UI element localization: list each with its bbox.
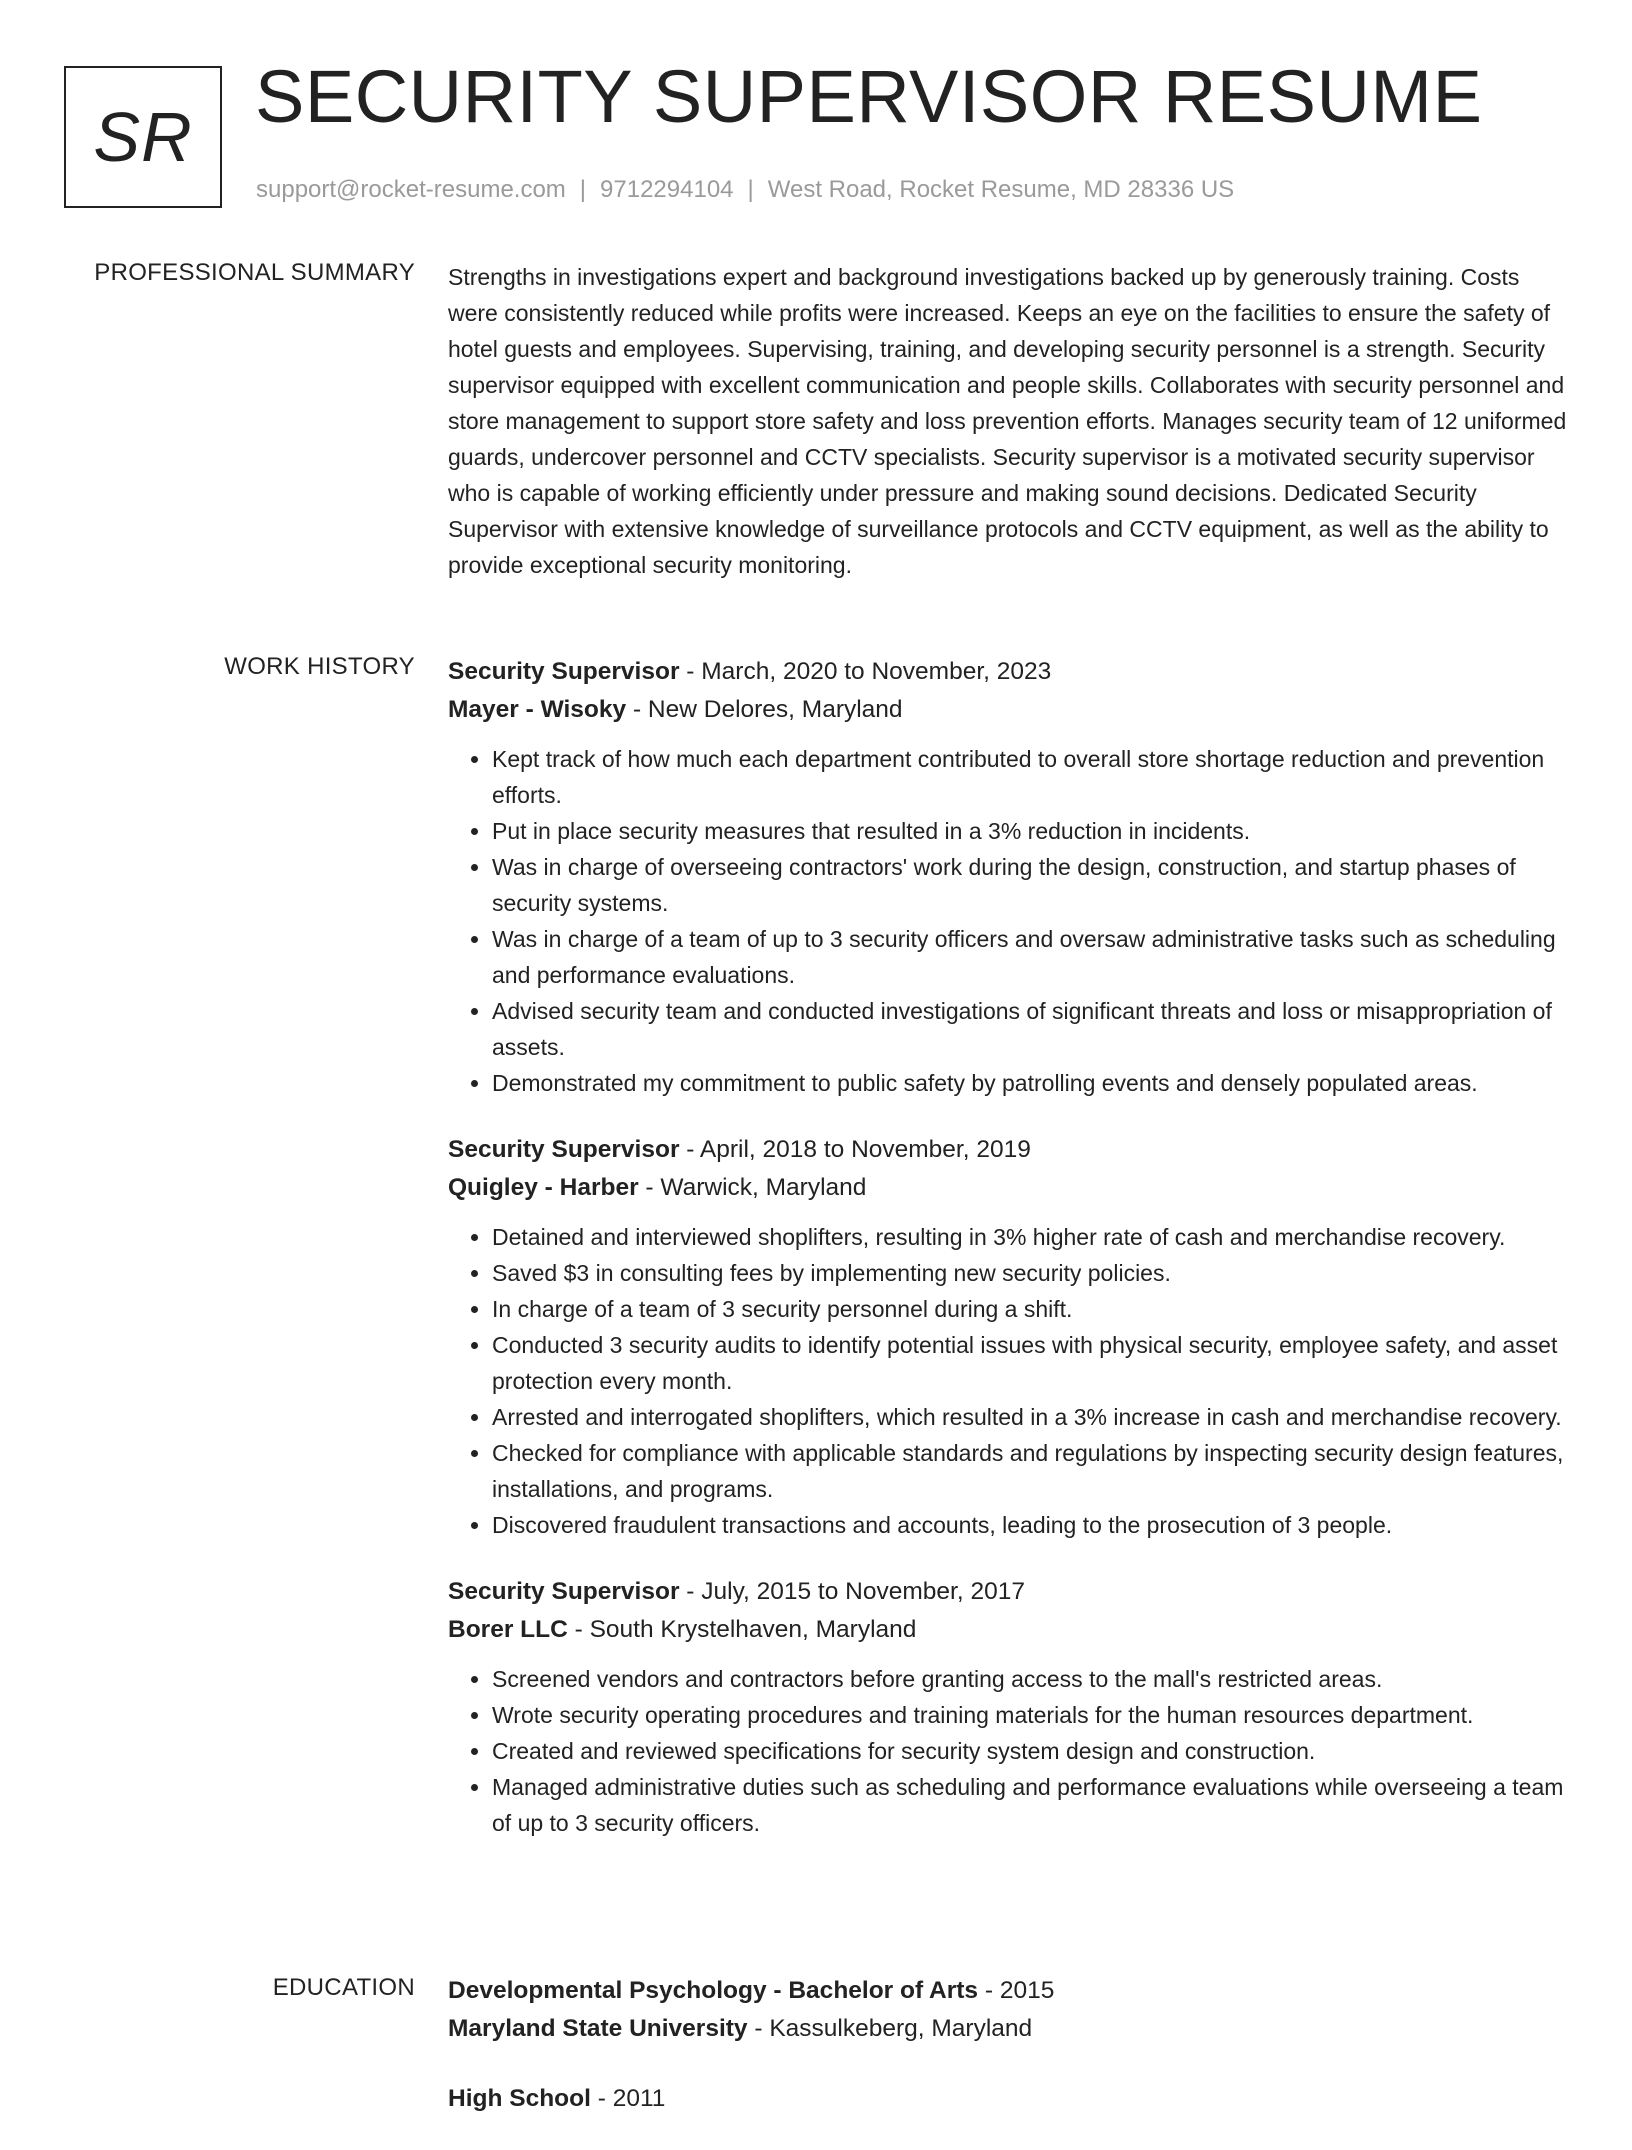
job-bullet: • Arrested and interrogated shoplifters, which resulted in a 3% increase in cash and merchandise recovery. [492,1399,1568,1435]
job-bullet: • Managed administrative duties such as scheduling and performance evaluations while overseeing a team of up to 3 security officers. [492,1769,1568,1841]
job-bullet: • Checked for compliance with applicable standards and regulations by inspecting security design features, installations, and programs. [492,1435,1568,1507]
job-bullet: • Kept track of how much each department contributed to overall store shortage reduction and prevention efforts. [492,741,1568,813]
job-bullet: • Saved $3 in consulting fees by implementing new security policies. [492,1255,1568,1291]
section-label-summary: PROFESSIONAL SUMMARY [94,259,415,286]
job-bullet: • Demonstrated my commitment to public safety by patrolling events and densely populated areas. [492,1065,1568,1101]
section-label-work: WORK HISTORY [224,653,415,680]
contact-address: West Road, Rocket Resume, MD 28336 US [767,176,1235,203]
contact-phone: 9712294104 [600,176,734,203]
job-bullet: • Advised security team and conducted investigations of significant threats and loss or misappropriation of assets. [492,993,1568,1065]
education-entry [448,1972,1568,2048]
summary-text: Strengths in investigations expert and background investigations backed up by generously training. Costs were consistently reduced while profits were increased. Keeps an eye on the facilities to ensure the safety of hotel guests and employees. Supervising, training, and developing security personnel is a strength. Security supervisor equipped with excellent communication and people skills. Collaborates with security personnel and store management to support store safety and loss prevention efforts. Manages security team of 12 uniformed guards, undercover personnel and CCTV specialists. Security supervisor is a motivated security supervisor who is capable of working efficiently under pressure and making sound decisions. Dedicated Security Supervisor with extensive knowledge of surveillance protocols and CCTV equipment, as well as the ability to provide exceptional security monitoring. [448,264,1567,578]
job-bullets [448,1661,1568,1841]
job-company: Borer LLC [448,1616,568,1643]
job-dates: - April, 2018 to November, 2019 [679,1136,1031,1163]
education-school: Maryland State University [448,2015,748,2042]
contact-separator: | [579,176,587,203]
education-year: - 2015 [978,1977,1055,2004]
job-entry [448,1131,1568,1543]
contact-email: support@rocket-resume.com [256,176,566,203]
section-label-education: EDUCATION [272,1974,415,2001]
job-bullet: • Was in charge of overseeing contractors' work during the design, construction, and startup phases of security systems. [492,849,1568,921]
job-entry [448,653,1568,1101]
job-bullet: • Conducted 3 security audits to identify potential issues with physical security, employee safety, and asset protection every month. [492,1327,1568,1399]
initials-monogram: SR [64,66,222,208]
job-title-line [448,653,1568,691]
job-dates: - March, 2020 to November, 2023 [679,658,1052,685]
summary-body [448,259,1568,583]
work-history-body [448,653,1568,1863]
job-bullet: • Created and reviewed specifications for security system design and construction. [492,1733,1568,1769]
education-entry [448,2080,1568,2118]
job-entry [448,1573,1568,1841]
job-location: - New Delores, Maryland [626,696,903,723]
job-company: Mayer - Wisoky [448,696,627,723]
job-bullet: • In charge of a team of 3 security personnel during a shift. [492,1291,1568,1327]
job-bullet: • Screened vendors and contractors before granting access to the mall's restricted areas. [492,1661,1568,1697]
education-degree-line [448,2080,1568,2118]
job-title: Security Supervisor [448,658,680,685]
job-bullets [448,1219,1568,1543]
job-company-line [448,1169,1568,1207]
job-title: Security Supervisor [448,1578,680,1605]
education-year: - 2011 [590,2085,666,2112]
job-title-line [448,1131,1568,1169]
education-body [448,1972,1568,2150]
job-bullet: • Wrote security operating procedures and training materials for the human resources department. [492,1697,1568,1733]
education-degree: High School [448,2085,591,2112]
job-company: Quigley - Harber [448,1174,639,1201]
job-bullet: • Discovered fraudulent transactions and accounts, leading to the prosecution of 3 people. [492,1507,1568,1543]
resume-title: SECURITY SUPERVISOR RESUME [255,55,1483,138]
education-degree: Developmental Psychology - Bachelor of Arts [448,1977,979,2004]
job-bullets [448,741,1568,1101]
job-bullet: • Detained and interviewed shoplifters, resulting in 3% higher rate of cash and merchandise recovery. [492,1219,1568,1255]
job-dates: - July, 2015 to November, 2017 [679,1578,1025,1605]
job-company-line [448,1611,1568,1649]
contact-separator: | [747,176,754,203]
contact-line [256,176,1234,204]
job-location: - South Krystelhaven, Maryland [567,1616,917,1643]
education-location: - Kassulkeberg, Maryland [747,2015,1033,2042]
education-degree-line [448,1972,1568,2010]
job-title-line [448,1573,1568,1611]
job-location: - Warwick, Maryland [638,1174,867,1201]
job-title: Security Supervisor [448,1136,680,1163]
job-company-line [448,691,1568,729]
job-bullet: • Was in charge of a team of up to 3 security officers and oversaw administrative tasks such as scheduling and performance evaluations. [492,921,1568,993]
education-school-line [448,2010,1568,2048]
job-bullet: • Put in place security measures that resulted in a 3% reduction in incidents. [492,813,1568,849]
